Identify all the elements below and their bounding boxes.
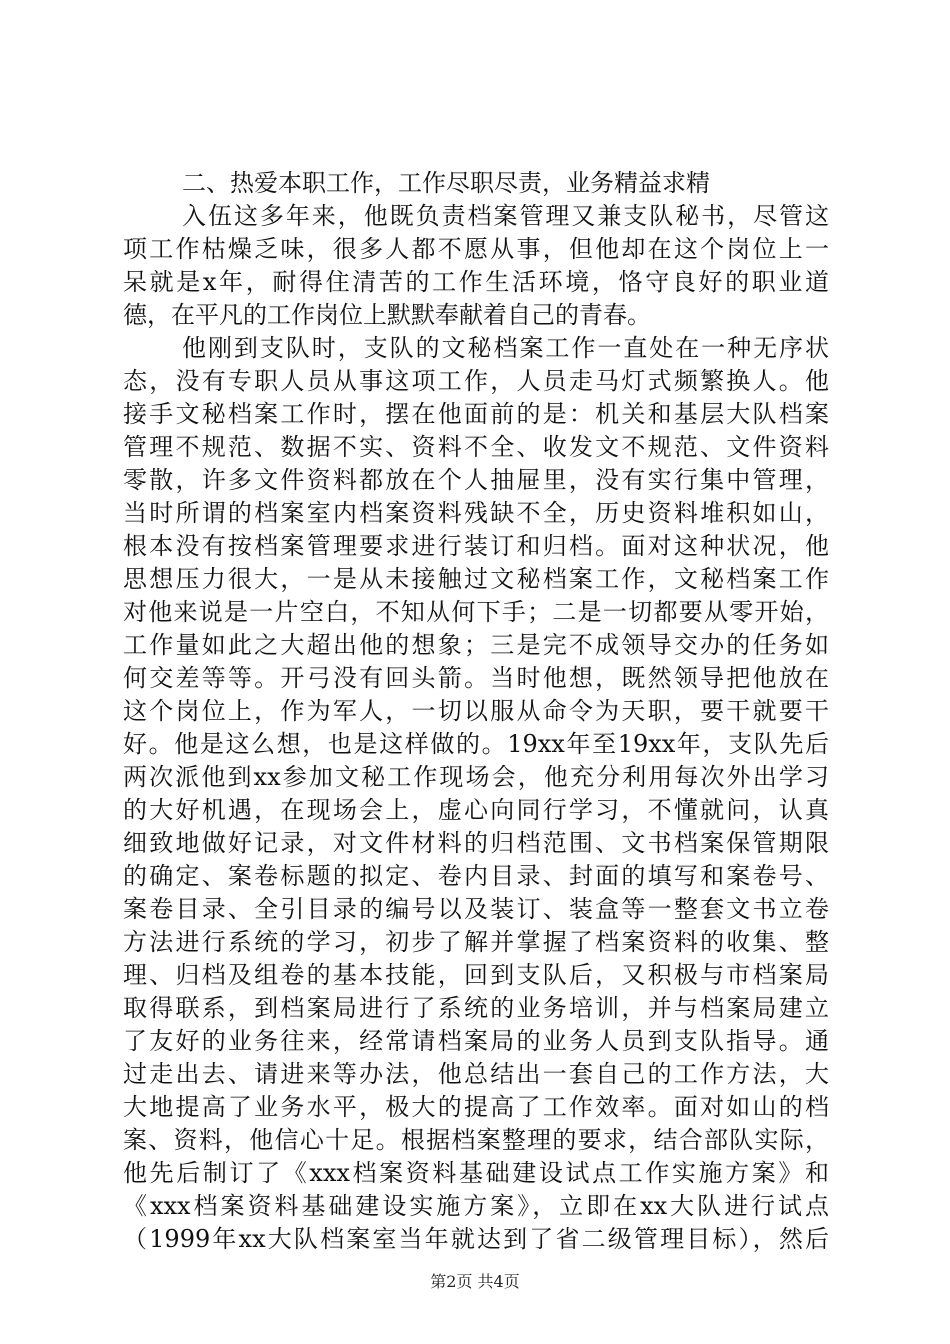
paragraph-first-line: 他刚到支队时，支队的文秘档案工作一直处在一种无序状 (182, 334, 829, 362)
paragraph-line: 接手文秘档案工作时，摆在他面前的是：机关和基层大队档案 (123, 400, 829, 428)
paragraph-line: 两次派他到xx参加文秘工作现场会，他充分利用每次外出学习 (123, 763, 829, 791)
paragraph-line: 对他来说是一片空白，不知从何下手；二是一切都要从零开始， (123, 598, 829, 626)
paragraph-line: 当时所谓的档案室内档案资料残缺不全，历史资料堆积如山， (123, 499, 829, 527)
paragraph-line: 取得联系，到档案局进行了系统的业务培训，并与档案局建立 (123, 994, 829, 1022)
paragraph-line: 的确定、案卷标题的拟定、卷内目录、封面的填写和案卷号、 (123, 862, 829, 890)
paragraph-line: 案、资料，他信心十足。根据档案整理的要求，结合部队实际， (123, 1126, 829, 1154)
paragraph-first-line: 二、热爱本职工作，工作尽职尽责，业务精益求精 (182, 169, 710, 197)
paragraph-line: 过走出去、请进来等办法，他总结出一套自己的工作方法，大 (123, 1060, 829, 1088)
paragraph-line: 态，没有专职人员从事这项工作，人员走马灯式频繁换人。他 (123, 367, 829, 395)
paragraph-line: 何交差等等。开弓没有回头箭。当时他想，既然领导把他放在 (123, 664, 829, 692)
paragraph-line: 方法进行系统的学习，初步了解并掌握了档案资料的收集、整 (123, 928, 829, 956)
paragraph-line: 大地提高了业务水平，极大的提高了工作效率。面对如山的档 (123, 1093, 829, 1121)
paragraph-line: 他先后制订了《xxx档案资料基础建设试点工作实施方案》和 (123, 1159, 829, 1187)
paragraph-first-line: 入伍这多年来，他既负责档案管理又兼支队秘书，尽管这 (182, 202, 829, 230)
paragraph-line: 项工作枯燥乏味，很多人都不愿从事，但他却在这个岗位上一 (123, 235, 829, 263)
paragraph-line: 呆就是x年，耐得住清苦的工作生活环境，恪守良好的职业道 (123, 268, 829, 296)
paragraph-line: 这个岗位上，作为军人，一切以服从命令为天职，要干就要干 (123, 697, 829, 725)
paragraph-line: 零散，许多文件资料都放在个人抽屉里，没有实行集中管理， (123, 466, 829, 494)
paragraph-line: 工作量如此之大超出他的想象；三是完不成领导交办的任务如 (123, 631, 829, 659)
paragraph-line: 理、归档及组卷的基本技能，回到支队后，又积极与市档案局 (123, 961, 829, 989)
paragraph-line: 案卷目录、全引目录的编号以及装订、装盒等一整套文书立卷 (123, 895, 829, 923)
paragraph-line: 德，在平凡的工作岗位上默默奉献着自己的青春。 (123, 301, 651, 329)
paragraph-line: 的大好机遇，在现场会上，虚心向同行学习，不懂就问，认真 (123, 796, 829, 824)
paragraph-line: 思想压力很大，一是从未接触过文秘档案工作，文秘档案工作 (123, 565, 829, 593)
page-footer: 第2页 共4页 (430, 1272, 520, 1291)
paragraph-line: 管理不规范、数据不实、资料不全、收发文不规范、文件资料 (123, 433, 829, 461)
paragraph-line: 了友好的业务往来，经常请档案局的业务人员到支队指导。通 (123, 1027, 829, 1055)
paragraph-line: 细致地做好记录，对文件材料的归档范围、文书档案保管期限 (123, 829, 829, 857)
paragraph-line: 《xxx档案资料基础建设实施方案》，立即在xx大队进行试点 (123, 1192, 829, 1220)
document-body (123, 167, 829, 1256)
paragraph-line: 根本没有按档案管理要求进行装订和归档。面对这种状况，他 (123, 532, 829, 560)
paragraph-line: （1999年xx大队档案室当年就达到了省二级管理目标），然后 (123, 1225, 829, 1253)
paragraph-line: 好。他是这么想，也是这样做的。19xx年至19xx年，支队先后 (123, 730, 829, 758)
